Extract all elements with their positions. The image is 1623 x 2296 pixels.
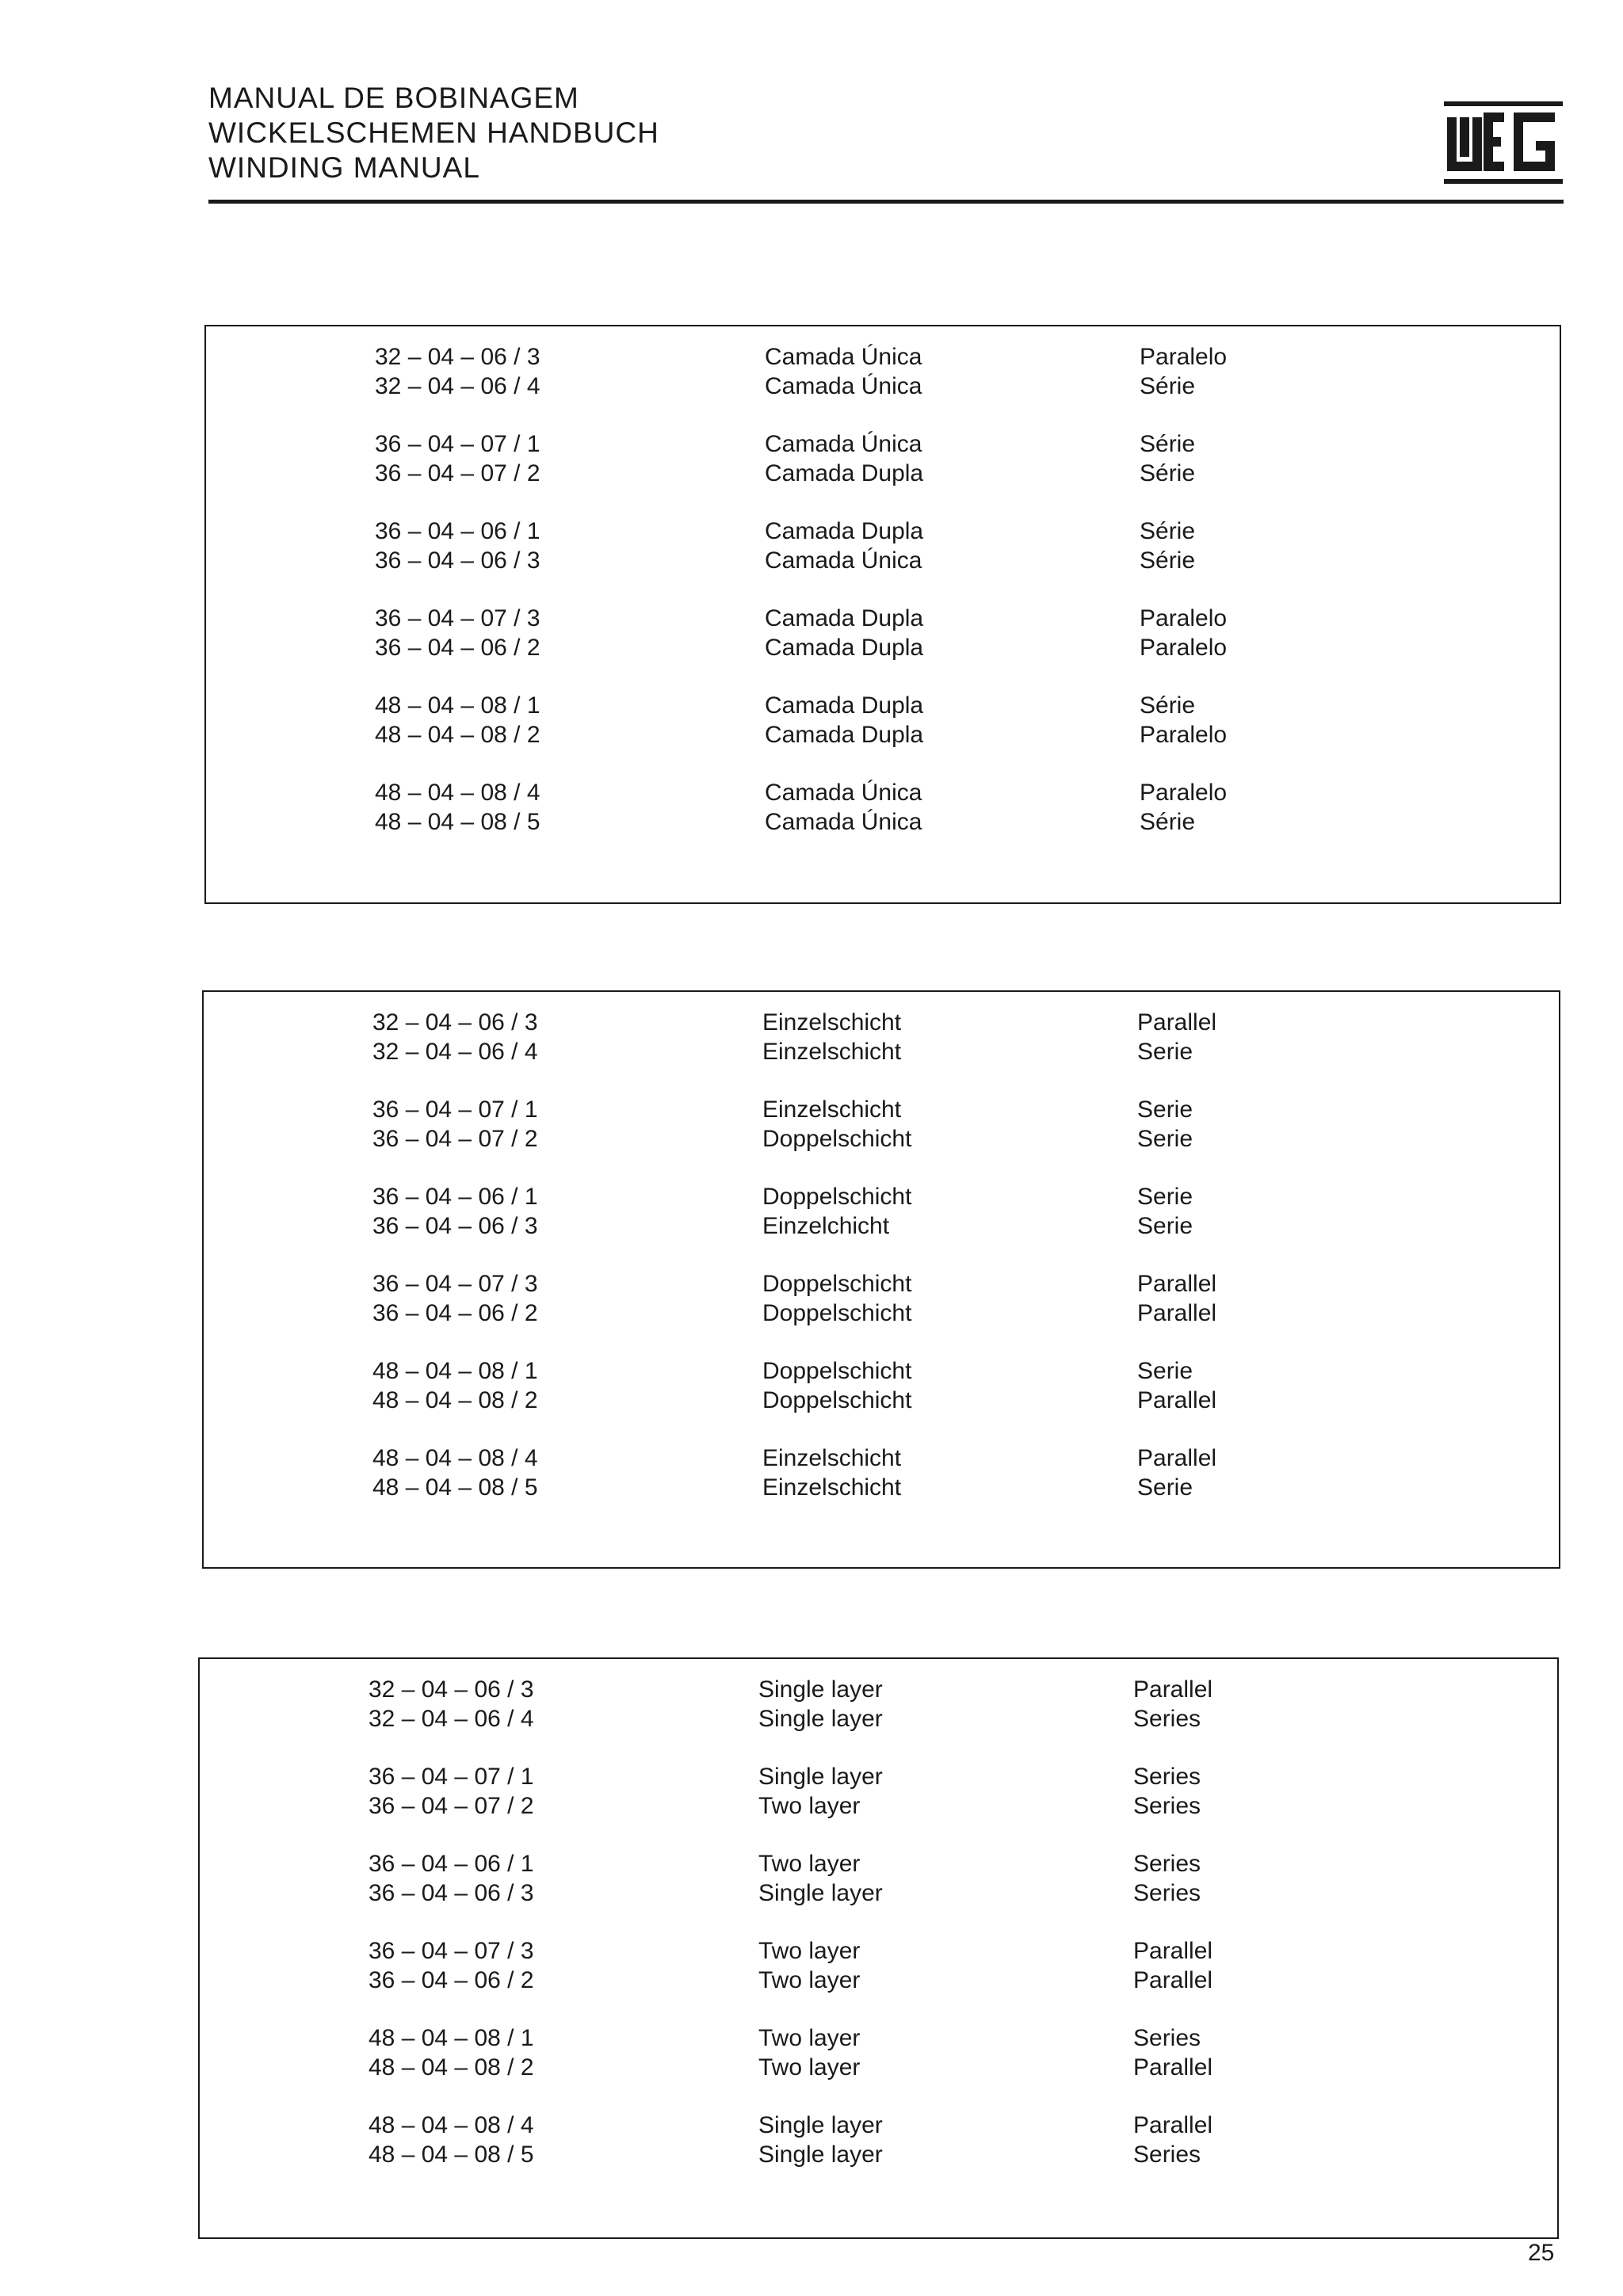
layer-type: Camada Dupla [765,460,924,486]
layer-type: Single layer [758,1706,883,1732]
table-row [204,1037,1559,1066]
table-rows [200,1675,1557,2198]
scheme-code: 36 – 04 – 07 / 1 [372,1097,538,1123]
connection-type: Série [1140,373,1196,399]
connection-type: Serie [1137,1126,1193,1152]
connection-type: Serie [1137,1474,1193,1501]
table-row [200,1878,1557,1908]
connection-type: Serie [1137,1097,1193,1123]
table-row [200,1762,1557,1791]
table-row [204,1299,1559,1328]
row-group [204,1269,1559,1328]
table-row [204,1008,1559,1037]
layer-type: Doppelschicht [762,1271,912,1297]
row-group [204,1444,1559,1502]
connection-type: Paralelo [1140,780,1228,806]
connection-type: Series [1133,2142,1201,2168]
connection-type: Parallel [1137,1387,1217,1413]
scheme-code: 48 – 04 – 08 / 2 [375,722,540,748]
layer-type: Doppelschicht [762,1358,912,1384]
scheme-code: 32 – 04 – 06 / 4 [369,1706,534,1732]
layer-type: Einzelschicht [762,1474,902,1501]
scheme-code: 36 – 04 – 06 / 1 [375,518,540,544]
layer-type: Two layer [758,1967,861,1993]
table-row [206,372,1560,401]
scheme-code: 48 – 04 – 08 / 4 [369,2112,534,2138]
table-row [204,1473,1559,1502]
row-group [200,2111,1557,2169]
layer-type: Camada Dupla [765,518,924,544]
layer-type: Two layer [758,2054,861,2081]
page-number: 25 [1528,2240,1555,2266]
scheme-code: 48 – 04 – 08 / 1 [369,2025,534,2051]
layer-type: Single layer [758,2112,883,2138]
scheme-code: 36 – 04 – 07 / 1 [375,431,540,457]
layer-type: Doppelschicht [762,1184,912,1210]
layer-type: Doppelschicht [762,1300,912,1326]
winding-table-portuguese [204,325,1561,904]
winding-table-german [202,990,1560,1569]
layer-type: Camada Única [765,780,922,806]
layer-type: Two layer [758,1793,861,1819]
table-row [204,1211,1559,1241]
connection-type: Series [1133,2025,1201,2051]
table-row [206,429,1560,459]
scheme-code: 36 – 04 – 06 / 3 [372,1213,538,1239]
layer-type: Single layer [758,2142,883,2168]
connection-type: Parallel [1133,1676,1213,1703]
scheme-code: 36 – 04 – 06 / 1 [369,1851,534,1877]
scheme-code: 32 – 04 – 06 / 3 [369,1676,534,1703]
row-group [200,1675,1557,1733]
scheme-code: 36 – 04 – 07 / 1 [369,1764,534,1790]
table-row [200,1675,1557,1704]
row-group [206,429,1560,488]
scheme-code: 36 – 04 – 06 / 2 [369,1967,534,1993]
row-group [200,1849,1557,1908]
layer-type: Einzelchicht [762,1213,890,1239]
row-group [204,1356,1559,1415]
manual-header [208,81,659,185]
layer-type: Camada Dupla [765,722,924,748]
table-row [206,604,1560,633]
connection-type: Série [1140,431,1196,457]
table-row [206,342,1560,372]
title-english: WINDING MANUAL [208,151,480,184]
row-group [204,1182,1559,1241]
title-german: WICKELSCHEMEN HANDBUCH [208,116,659,149]
table-row [206,633,1560,662]
layer-type: Single layer [758,1880,883,1906]
connection-type: Parallel [1133,1967,1213,1993]
scheme-code: 36 – 04 – 06 / 1 [372,1184,538,1210]
row-group [206,517,1560,575]
layer-type: Einzelschicht [762,1097,902,1123]
scheme-code: 48 – 04 – 08 / 4 [375,780,540,806]
scheme-code: 36 – 04 – 07 / 3 [375,605,540,631]
connection-type: Parallel [1133,2112,1213,2138]
scheme-code: 48 – 04 – 08 / 5 [369,2142,534,2168]
connection-type: Parallel [1137,1009,1217,1035]
table-row [200,1704,1557,1733]
scheme-code: 36 – 04 – 06 / 2 [372,1300,538,1326]
connection-type: Paralelo [1140,722,1228,748]
layer-type: Single layer [758,1676,883,1703]
table-row [204,1386,1559,1415]
table-row [200,1791,1557,1821]
layer-type: Camada Única [765,373,922,399]
row-group [206,778,1560,837]
layer-type: Camada Dupla [765,605,924,631]
connection-type: Paralelo [1140,344,1228,370]
scheme-code: 36 – 04 – 06 / 2 [375,635,540,661]
row-group [206,342,1560,401]
scheme-code: 36 – 04 – 07 / 3 [372,1271,538,1297]
connection-type: Series [1133,1764,1201,1790]
weg-logo [1444,101,1563,184]
table-row [200,1966,1557,1995]
connection-type: Paralelo [1140,605,1228,631]
table-row [206,459,1560,488]
connection-type: Serie [1137,1213,1193,1239]
connection-type: Series [1133,1880,1201,1906]
layer-type: Einzelschicht [762,1009,902,1035]
connection-type: Serie [1137,1184,1193,1210]
scheme-code: 48 – 04 – 08 / 1 [372,1358,538,1384]
table-row [200,1849,1557,1878]
table-row [206,778,1560,807]
table-row [204,1095,1559,1124]
table-row [206,720,1560,749]
connection-type: Parallel [1137,1445,1217,1471]
scheme-code: 48 – 04 – 08 / 5 [375,809,540,835]
layer-type: Einzelschicht [762,1039,902,1065]
connection-type: Serie [1137,1039,1193,1065]
layer-type: Single layer [758,1764,883,1790]
scheme-code: 36 – 04 – 07 / 2 [372,1126,538,1152]
scheme-code: 32 – 04 – 06 / 3 [372,1009,538,1035]
connection-type: Paralelo [1140,635,1228,661]
scheme-code: 48 – 04 – 08 / 5 [372,1474,538,1501]
connection-type: Parallel [1137,1300,1217,1326]
scheme-code: 48 – 04 – 08 / 2 [369,2054,534,2081]
connection-type: Série [1140,547,1196,574]
row-group [206,604,1560,662]
table-row [200,1936,1557,1966]
layer-type: Two layer [758,1851,861,1877]
scheme-code: 36 – 04 – 07 / 3 [369,1938,534,1964]
row-group [204,1095,1559,1154]
connection-type: Série [1140,518,1196,544]
table-row [206,807,1560,837]
title-portuguese: MANUAL DE BOBINAGEM [208,82,579,114]
table-row [200,2140,1557,2169]
layer-type: Einzelschicht [762,1445,902,1471]
connection-type: Parallel [1133,2054,1213,2081]
layer-type: Two layer [758,1938,861,1964]
connection-type: Série [1140,460,1196,486]
winding-table-english [198,1657,1559,2239]
connection-type: Serie [1137,1358,1193,1384]
layer-type: Camada Única [765,809,922,835]
layer-type: Camada Única [765,547,922,574]
layer-type: Camada Única [765,431,922,457]
connection-type: Series [1133,1851,1201,1877]
table-rows [204,1008,1559,1531]
row-group [200,1762,1557,1821]
scheme-code: 36 – 04 – 06 / 3 [369,1880,534,1906]
table-row [204,1356,1559,1386]
scheme-code: 48 – 04 – 08 / 2 [372,1387,538,1413]
table-row [206,546,1560,575]
scheme-code: 32 – 04 – 06 / 4 [372,1039,538,1065]
scheme-code: 48 – 04 – 08 / 1 [375,692,540,719]
row-group [206,691,1560,749]
layer-type: Camada Dupla [765,692,924,719]
table-row [204,1444,1559,1473]
scheme-code: 36 – 04 – 07 / 2 [369,1793,534,1819]
table-row [206,517,1560,546]
layer-type: Doppelschicht [762,1126,912,1152]
table-row [204,1124,1559,1154]
table-row [204,1182,1559,1211]
scheme-code: 36 – 04 – 06 / 3 [375,547,540,574]
layer-type: Camada Dupla [765,635,924,661]
table-row [204,1269,1559,1299]
layer-type: Two layer [758,2025,861,2051]
table-row [200,2023,1557,2053]
scheme-code: 36 – 04 – 07 / 2 [375,460,540,486]
row-group [204,1008,1559,1066]
connection-type: Série [1140,692,1196,719]
table-row [200,2053,1557,2082]
connection-type: Series [1133,1793,1201,1819]
scheme-code: 32 – 04 – 06 / 3 [375,344,540,370]
row-group [200,1936,1557,1995]
connection-type: Série [1140,809,1196,835]
header-rule [208,200,1564,204]
row-group [200,2023,1557,2082]
scheme-code: 48 – 04 – 08 / 4 [372,1445,538,1471]
connection-type: Parallel [1137,1271,1217,1297]
connection-type: Series [1133,1706,1201,1732]
scheme-code: 32 – 04 – 06 / 4 [375,373,540,399]
layer-type: Doppelschicht [762,1387,912,1413]
layer-type: Camada Única [765,344,922,370]
table-row [200,2111,1557,2140]
table-row [206,691,1560,720]
connection-type: Parallel [1133,1938,1213,1964]
table-rows [206,342,1560,865]
